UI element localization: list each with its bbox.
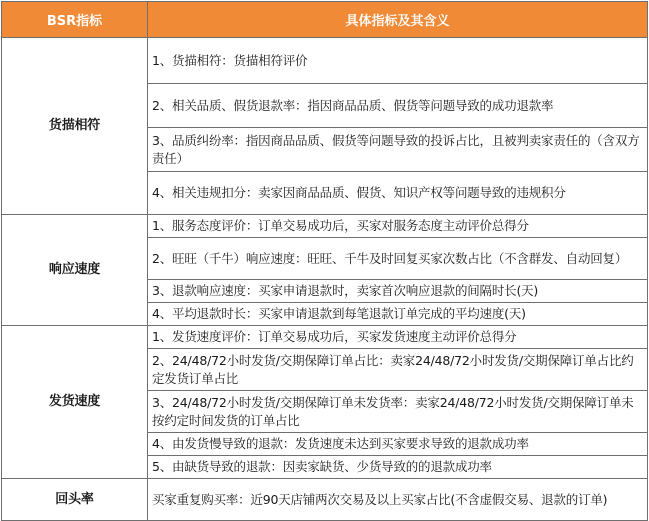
metric-cell: 2、24/48/72小时发货/交期保障订单占比：卖家24/48/72小时发货/交期保障订单占比约定发货订单占比 (148, 349, 648, 391)
metric-cell: 买家重复购买率：近90天店铺两次交易及以上买家占比(不含虚假交易、退款的订单) (148, 479, 648, 521)
table-row (2, 326, 648, 349)
table-row (2, 479, 648, 521)
metric-cell: 3、24/48/72小时发货/交期保障订单未发货率：卖家24/48/72小时发货/交期保障订单未按约定时间发货的订单占比 (148, 391, 648, 433)
category-cell: 货描相符 (2, 38, 148, 215)
category-cell: 回头率 (2, 479, 148, 521)
table-header-row (2, 2, 648, 38)
metric-cell: 4、由发货慢导致的退款：发货速度未达到买家要求导致的退款成功率 (148, 433, 648, 456)
table-row (2, 215, 648, 238)
metric-cell: 2、相关品质、假货退款率：指因商品品质、假货等问题导致的成功退款率 (148, 84, 648, 128)
metric-cell: 4、相关违规扣分：卖家因商品品质、假货、知识产权等问题导致的违规积分 (148, 172, 648, 215)
metric-cell: 4、平均退款时长：买家申请退款到每笔退款订单完成的平均速度(天) (148, 303, 648, 326)
metric-cell: 1、服务态度评价：订单交易成功后，买家对服务态度主动评价总得分 (148, 215, 648, 238)
metric-cell: 3、退款响应速度：买家申请退款时，卖家首次响应退款的间隔时长(天) (148, 280, 648, 303)
bsr-metrics-table (1, 1, 648, 521)
header-metric-meaning: 具体指标及其含义 (148, 2, 648, 38)
bsr-table-container (1, 1, 647, 511)
metric-cell: 1、货描相符：货描相符评价 (148, 38, 648, 84)
metric-cell: 2、旺旺（千牛）响应速度：旺旺、千牛及时回复买家次数占比（不含群发、自动回复） (148, 238, 648, 280)
table-row (2, 38, 648, 84)
metric-cell: 5、由缺货导致的退款：因卖家缺货、少货导致的的退款成功率 (148, 456, 648, 479)
header-bsr-metric: BSR指标 (2, 2, 148, 38)
metric-cell: 1、发货速度评价：订单交易成功后，买家发货速度主动评价总得分 (148, 326, 648, 349)
category-cell: 发货速度 (2, 326, 148, 479)
category-cell: 响应速度 (2, 215, 148, 326)
metric-cell: 3、品质纠纷率：指因商品品质、假货等问题导致的投诉占比，且被判卖家责任的（含双方责任） (148, 128, 648, 172)
